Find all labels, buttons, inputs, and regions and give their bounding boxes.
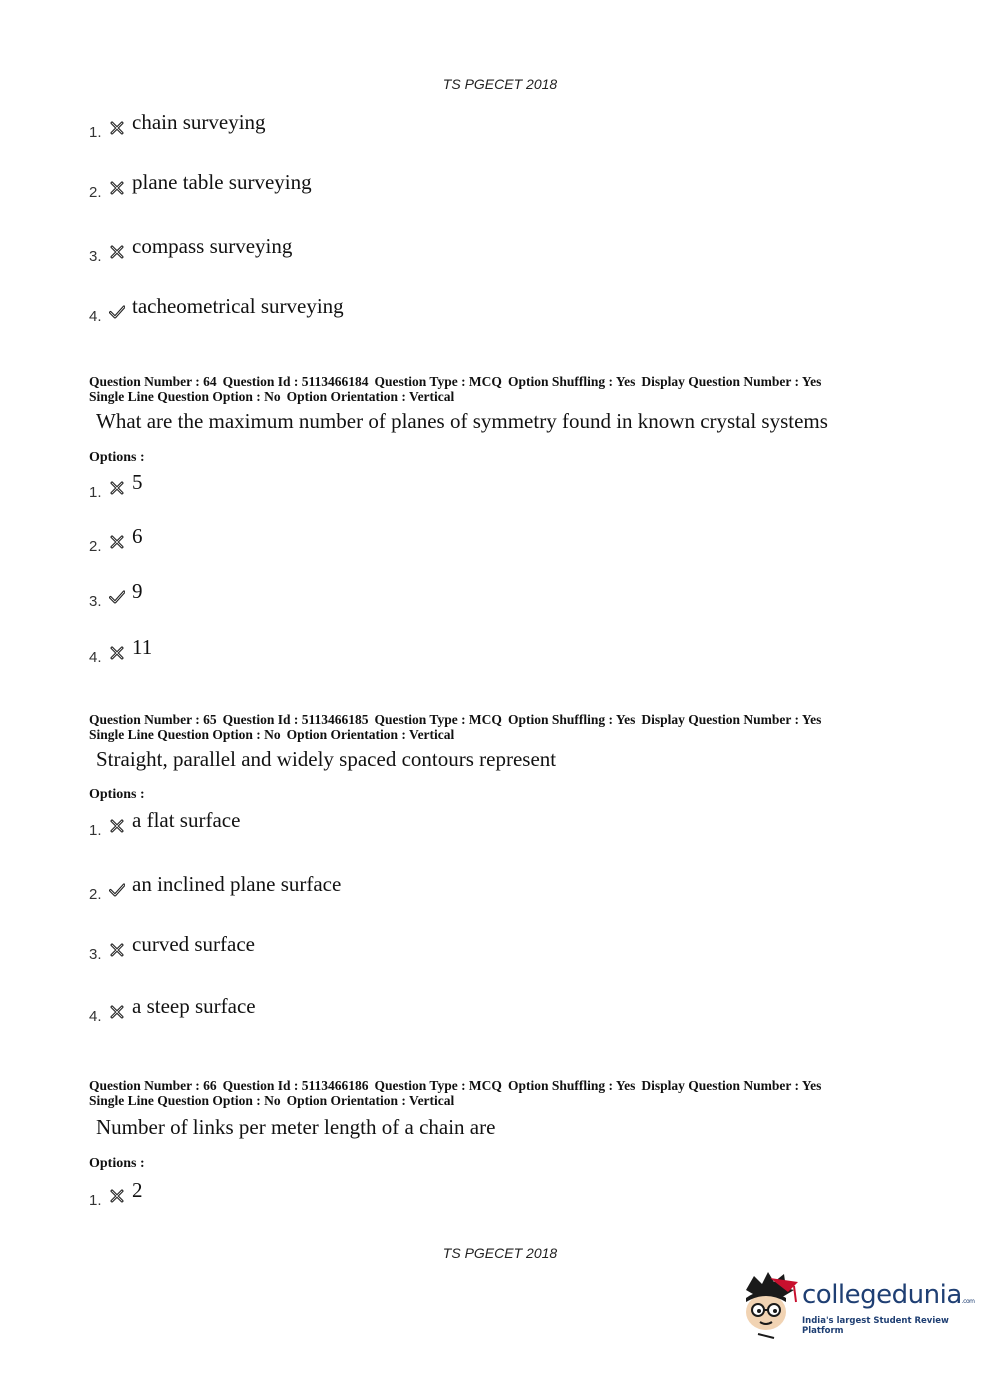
page-footer: TS PGECET 2018	[442, 1245, 558, 1261]
option-text: chain surveying	[132, 110, 266, 134]
cross-icon	[109, 942, 125, 958]
options-label: Options :	[89, 450, 145, 465]
option-text: curved surface	[132, 932, 256, 956]
check-icon	[109, 882, 125, 898]
option-text: 11	[132, 635, 153, 659]
question-66-text: Number of links per meter length of a chain are	[96, 1115, 496, 1139]
cross-icon	[109, 534, 125, 550]
cross-icon	[109, 818, 125, 834]
option-text: plane table surveying	[132, 170, 312, 194]
page-header: TS PGECET 2018	[442, 76, 558, 92]
question-65-meta: Question Number : 65 Question Id : 5113466185 Question Type : MCQ Option Shuffling : Yes Display Question Number : Yes Single Line Question Option : No Option Orientation : Vertical	[89, 712, 822, 742]
option-text: compass surveying	[132, 234, 293, 258]
option-number: 4.	[89, 649, 102, 666]
cross-icon	[109, 180, 125, 196]
option-number: 3.	[89, 593, 102, 610]
option-number: 2.	[89, 538, 102, 555]
option-text: 9	[132, 579, 143, 603]
option-number: 3.	[89, 946, 102, 963]
question-64-text: What are the maximum number of planes of symmetry found in known crystal systems	[96, 409, 828, 433]
mascot-icon	[740, 1268, 802, 1340]
cross-icon	[109, 645, 125, 661]
option-number: 2.	[89, 184, 102, 201]
option-text: an inclined plane surface	[132, 872, 342, 896]
cross-icon	[109, 1188, 125, 1204]
option-number: 4.	[89, 308, 102, 325]
option-number: 1.	[89, 1192, 102, 1209]
logo-wordmark: collegedunia.com	[802, 1280, 975, 1310]
cross-icon	[109, 244, 125, 260]
logo-tagline: India's largest Student Review Platform	[802, 1316, 949, 1336]
collegedunia-logo[interactable]	[740, 1268, 975, 1340]
option-number: 1.	[89, 124, 102, 141]
question-65-text: Straight, parallel and widely spaced contours represent	[96, 747, 557, 771]
option-number: 3.	[89, 248, 102, 265]
option-number: 1.	[89, 822, 102, 839]
option-text: 2	[132, 1178, 143, 1202]
option-text: a flat surface	[132, 808, 241, 832]
cross-icon	[109, 120, 125, 136]
option-number: 1.	[89, 484, 102, 501]
option-text: tacheometrical surveying	[132, 294, 344, 318]
check-icon	[109, 589, 125, 605]
cross-icon	[109, 480, 125, 496]
option-number: 2.	[89, 886, 102, 903]
option-text: a steep surface	[132, 994, 256, 1018]
cross-icon	[109, 1004, 125, 1020]
options-label: Options :	[89, 1156, 145, 1171]
question-64-meta: Question Number : 64 Question Id : 5113466184 Question Type : MCQ Option Shuffling : Yes Display Question Number : Yes Single Line Question Option : No Option Orientation : Vertical	[89, 374, 822, 404]
question-66-meta: Question Number : 66 Question Id : 5113466186 Question Type : MCQ Option Shuffling : Yes Display Question Number : Yes Single Line Question Option : No Option Orientation : Vertical	[89, 1078, 822, 1108]
check-icon	[109, 304, 125, 320]
option-text: 5	[132, 470, 143, 494]
option-text: 6	[132, 524, 143, 548]
option-number: 4.	[89, 1008, 102, 1025]
options-label: Options :	[89, 787, 145, 802]
